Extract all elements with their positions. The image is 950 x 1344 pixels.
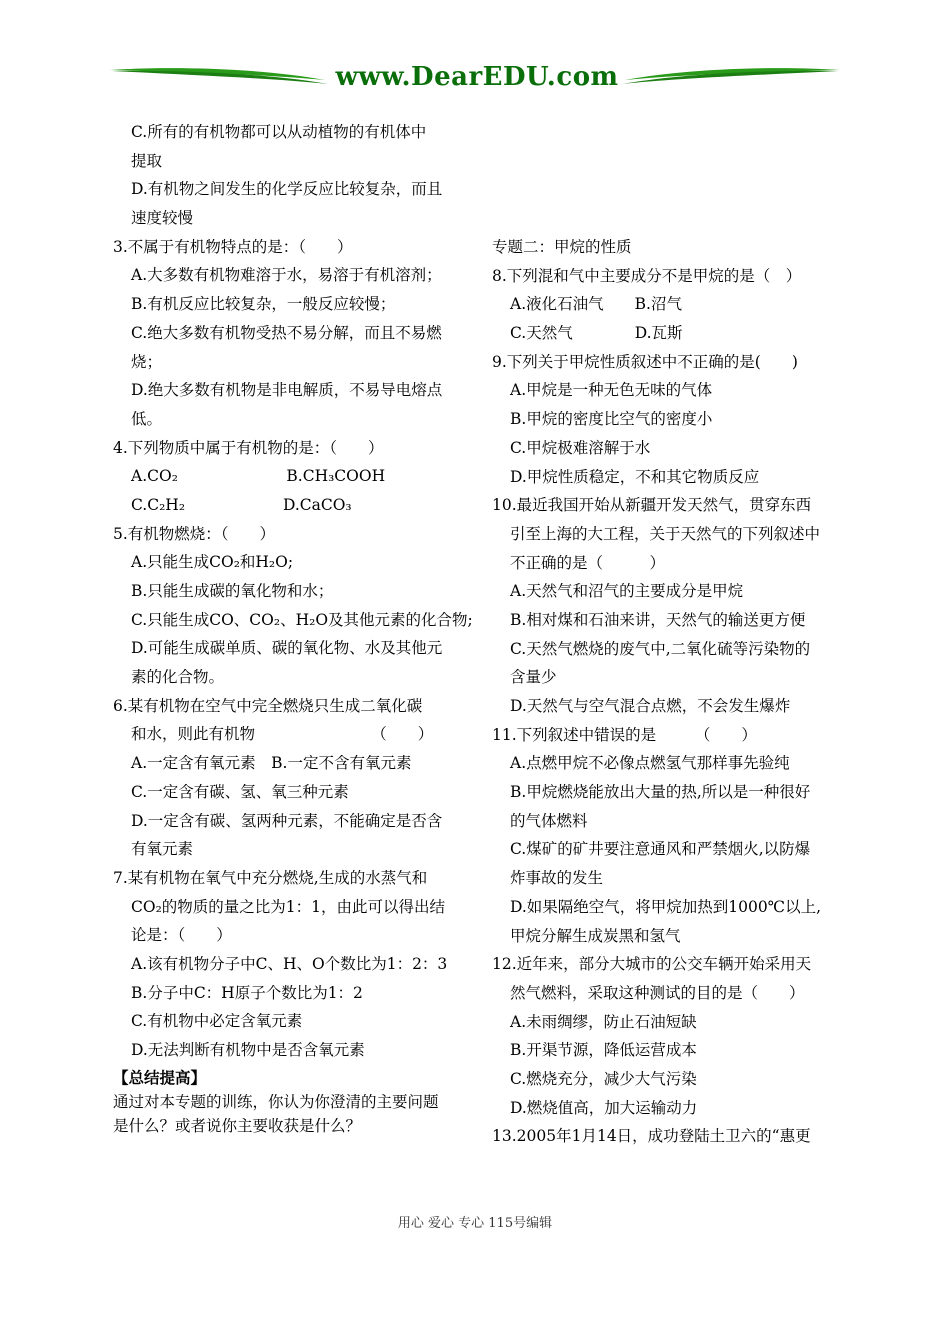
text-line: 6.某有机物在空气中完全燃烧只生成二氧化碳 [113, 696, 423, 715]
text-line: D.燃烧值高，加大运输动力 [510, 1098, 698, 1117]
text-line: C.有机物中必定含氧元素 [131, 1012, 303, 1031]
text-line: 低。 [131, 409, 163, 428]
text-line: C.所有的有机物都可以从动植物的有机体中 [131, 123, 427, 141]
text-line: 烧； [131, 352, 163, 371]
text-line: D.天然气与空气混合点燃，不会发生爆炸 [510, 697, 791, 715]
text-line: 8.下列混和气中主要成分不是甲烷的是（ ） [492, 266, 802, 285]
summary-line: 是什么？或者说你主要收获是什么？ [113, 1117, 362, 1135]
text-line: 含量少 [510, 668, 557, 687]
page-footer: 用心 爱心 专心 115号编辑 [397, 1216, 553, 1231]
text-line: 5.有机物燃烧：（ ） [113, 524, 276, 543]
text-line: A.天然气和沼气的主要成分是甲烷 [510, 582, 744, 601]
text-line: 10.最近我国开始从新疆开发天然气，贯穿东西 [492, 496, 812, 515]
text-line: 速度较慢 [131, 209, 194, 228]
text-line: D.甲烷性质稳定，不和其它物质反应 [510, 467, 760, 486]
text-line: B.甲烷燃烧能放出大量的热,所以是一种很好 [510, 783, 811, 802]
text-line: 论是：（ ） [131, 926, 232, 945]
text-line: C.天然气 D.瓦斯 [510, 324, 683, 343]
text-line: C.天然气燃烧的废气中,二氧化硫等污染物的 [510, 639, 811, 658]
text-line: D.可能生成碳单质、碳的氧化物、水及其他元 [131, 639, 443, 658]
left-column [113, 118, 473, 1065]
text-line: 有氧元素 [131, 840, 194, 859]
text-line: 11.下列叙述中错误的是 （ ） [492, 725, 757, 744]
text-line: 然气燃料，采取这种测试的目的是（ ） [510, 983, 805, 1002]
text-line: A.一定含有氧元素 B.一定不含有氧元素 [131, 754, 412, 773]
logo-text: www.DearEDU.com [335, 62, 619, 92]
right-column [492, 233, 842, 1151]
text-line: 7.某有机物在氧气中充分燃烧,生成的水蒸气和 [113, 868, 428, 887]
text-line: 引至上海的大工程，关于天然气的下列叙述中 [510, 524, 821, 543]
text-line: C.甲烷极难溶解于水 [510, 438, 651, 457]
summary-section [113, 1066, 439, 1138]
text-line: 提取 [131, 151, 163, 170]
text-line: 13.2005年1月14日，成功登陆土卫六的“惠更 [492, 1127, 811, 1146]
text-line: 炸事故的发生 [510, 869, 604, 888]
text-line: C.一定含有碳、氢、氧三种元素 [131, 782, 349, 801]
text-line: 4.下列物质中属于有机物的是：（ ） [113, 438, 384, 457]
text-line: 的气体燃料 [510, 811, 588, 830]
text-line: B.只能生成碳的氧化物和水； [131, 582, 334, 600]
text-line: A.点燃甲烷不必像点燃氢气那样事先验纯 [510, 754, 790, 773]
text-line: C.C₂H₂ D.CaCO₃ [131, 495, 352, 514]
text-line: A.大多数有机物难溶于水，易溶于有机溶剂； [131, 266, 442, 285]
text-line: 12.近年来，部分大城市的公交车辆开始采用天 [492, 955, 812, 974]
text-line: C.煤矿的矿井要注意通风和严禁烟火,以防爆 [510, 840, 811, 859]
text-line: A.液化石油气 B.沼气 [510, 295, 682, 314]
text-line: A.未雨绸缪，防止石油短缺 [510, 1012, 697, 1031]
text-line: C.燃烧充分，减少大气污染 [510, 1069, 697, 1088]
text-line: D.无法判断有机物中是否含氧元素 [131, 1041, 365, 1059]
text-line: A.该有机物分子中C、H、O个数比为1：2：3 [131, 954, 448, 973]
text-line: 3.不属于有机物特点的是：（ ） [113, 237, 353, 256]
text-line: C.绝大多数有机物受热不易分解，而且不易燃 [131, 323, 442, 342]
text-line: CO₂的物质的量之比为1：1，由此可以得出结 [131, 897, 446, 916]
text-line: C.只能生成CO、CO₂、H₂O及其他元素的化合物; [131, 610, 473, 629]
text-line: A.甲烷是一种无色无味的气体 [510, 381, 713, 400]
text-line: D.如果隔绝空气，将甲烷加热到1000℃以上, [510, 897, 822, 916]
text-line: 专题二：甲烷的性质 [492, 238, 632, 256]
text-line: B.甲烷的密度比空气的密度小 [510, 410, 713, 429]
text-line: D.有机物之间发生的化学反应比较复杂，而且 [131, 180, 443, 199]
summary-line: 通过对本专题的训练，你认为你澄清的主要问题 [113, 1093, 439, 1111]
text-line: 甲烷分解生成炭黑和氢气 [510, 926, 681, 945]
header-banner [110, 58, 840, 102]
text-line: 不正确的是（ ） [510, 553, 666, 572]
text-line: D.绝大多数有机物是非电解质，不易导电熔点 [131, 381, 443, 400]
text-line: B.分子中C：H原子个数比为1：2 [131, 983, 363, 1002]
text-line: 素的化合物。 [131, 668, 225, 687]
text-line: D.一定含有碳、氢两种元素，不能确定是否含 [131, 811, 443, 830]
text-line: 和水，则此有机物 （ ） [131, 725, 434, 744]
summary-heading: 【总结提高】 [113, 1068, 207, 1087]
text-line: B.有机反应比较复杂，一般反应较慢； [131, 295, 396, 314]
text-line: 9.下列关于甲烷性质叙述中不正确的是( ) [492, 352, 798, 371]
text-line: B.开渠节源，降低运营成本 [510, 1041, 697, 1060]
text-line: A.只能生成CO₂和H₂O; [131, 553, 294, 572]
text-line: B.相对煤和石油来讲，天然气的输送更方便 [510, 610, 806, 629]
text-line: A.CO₂ B.CH₃COOH [131, 467, 386, 486]
